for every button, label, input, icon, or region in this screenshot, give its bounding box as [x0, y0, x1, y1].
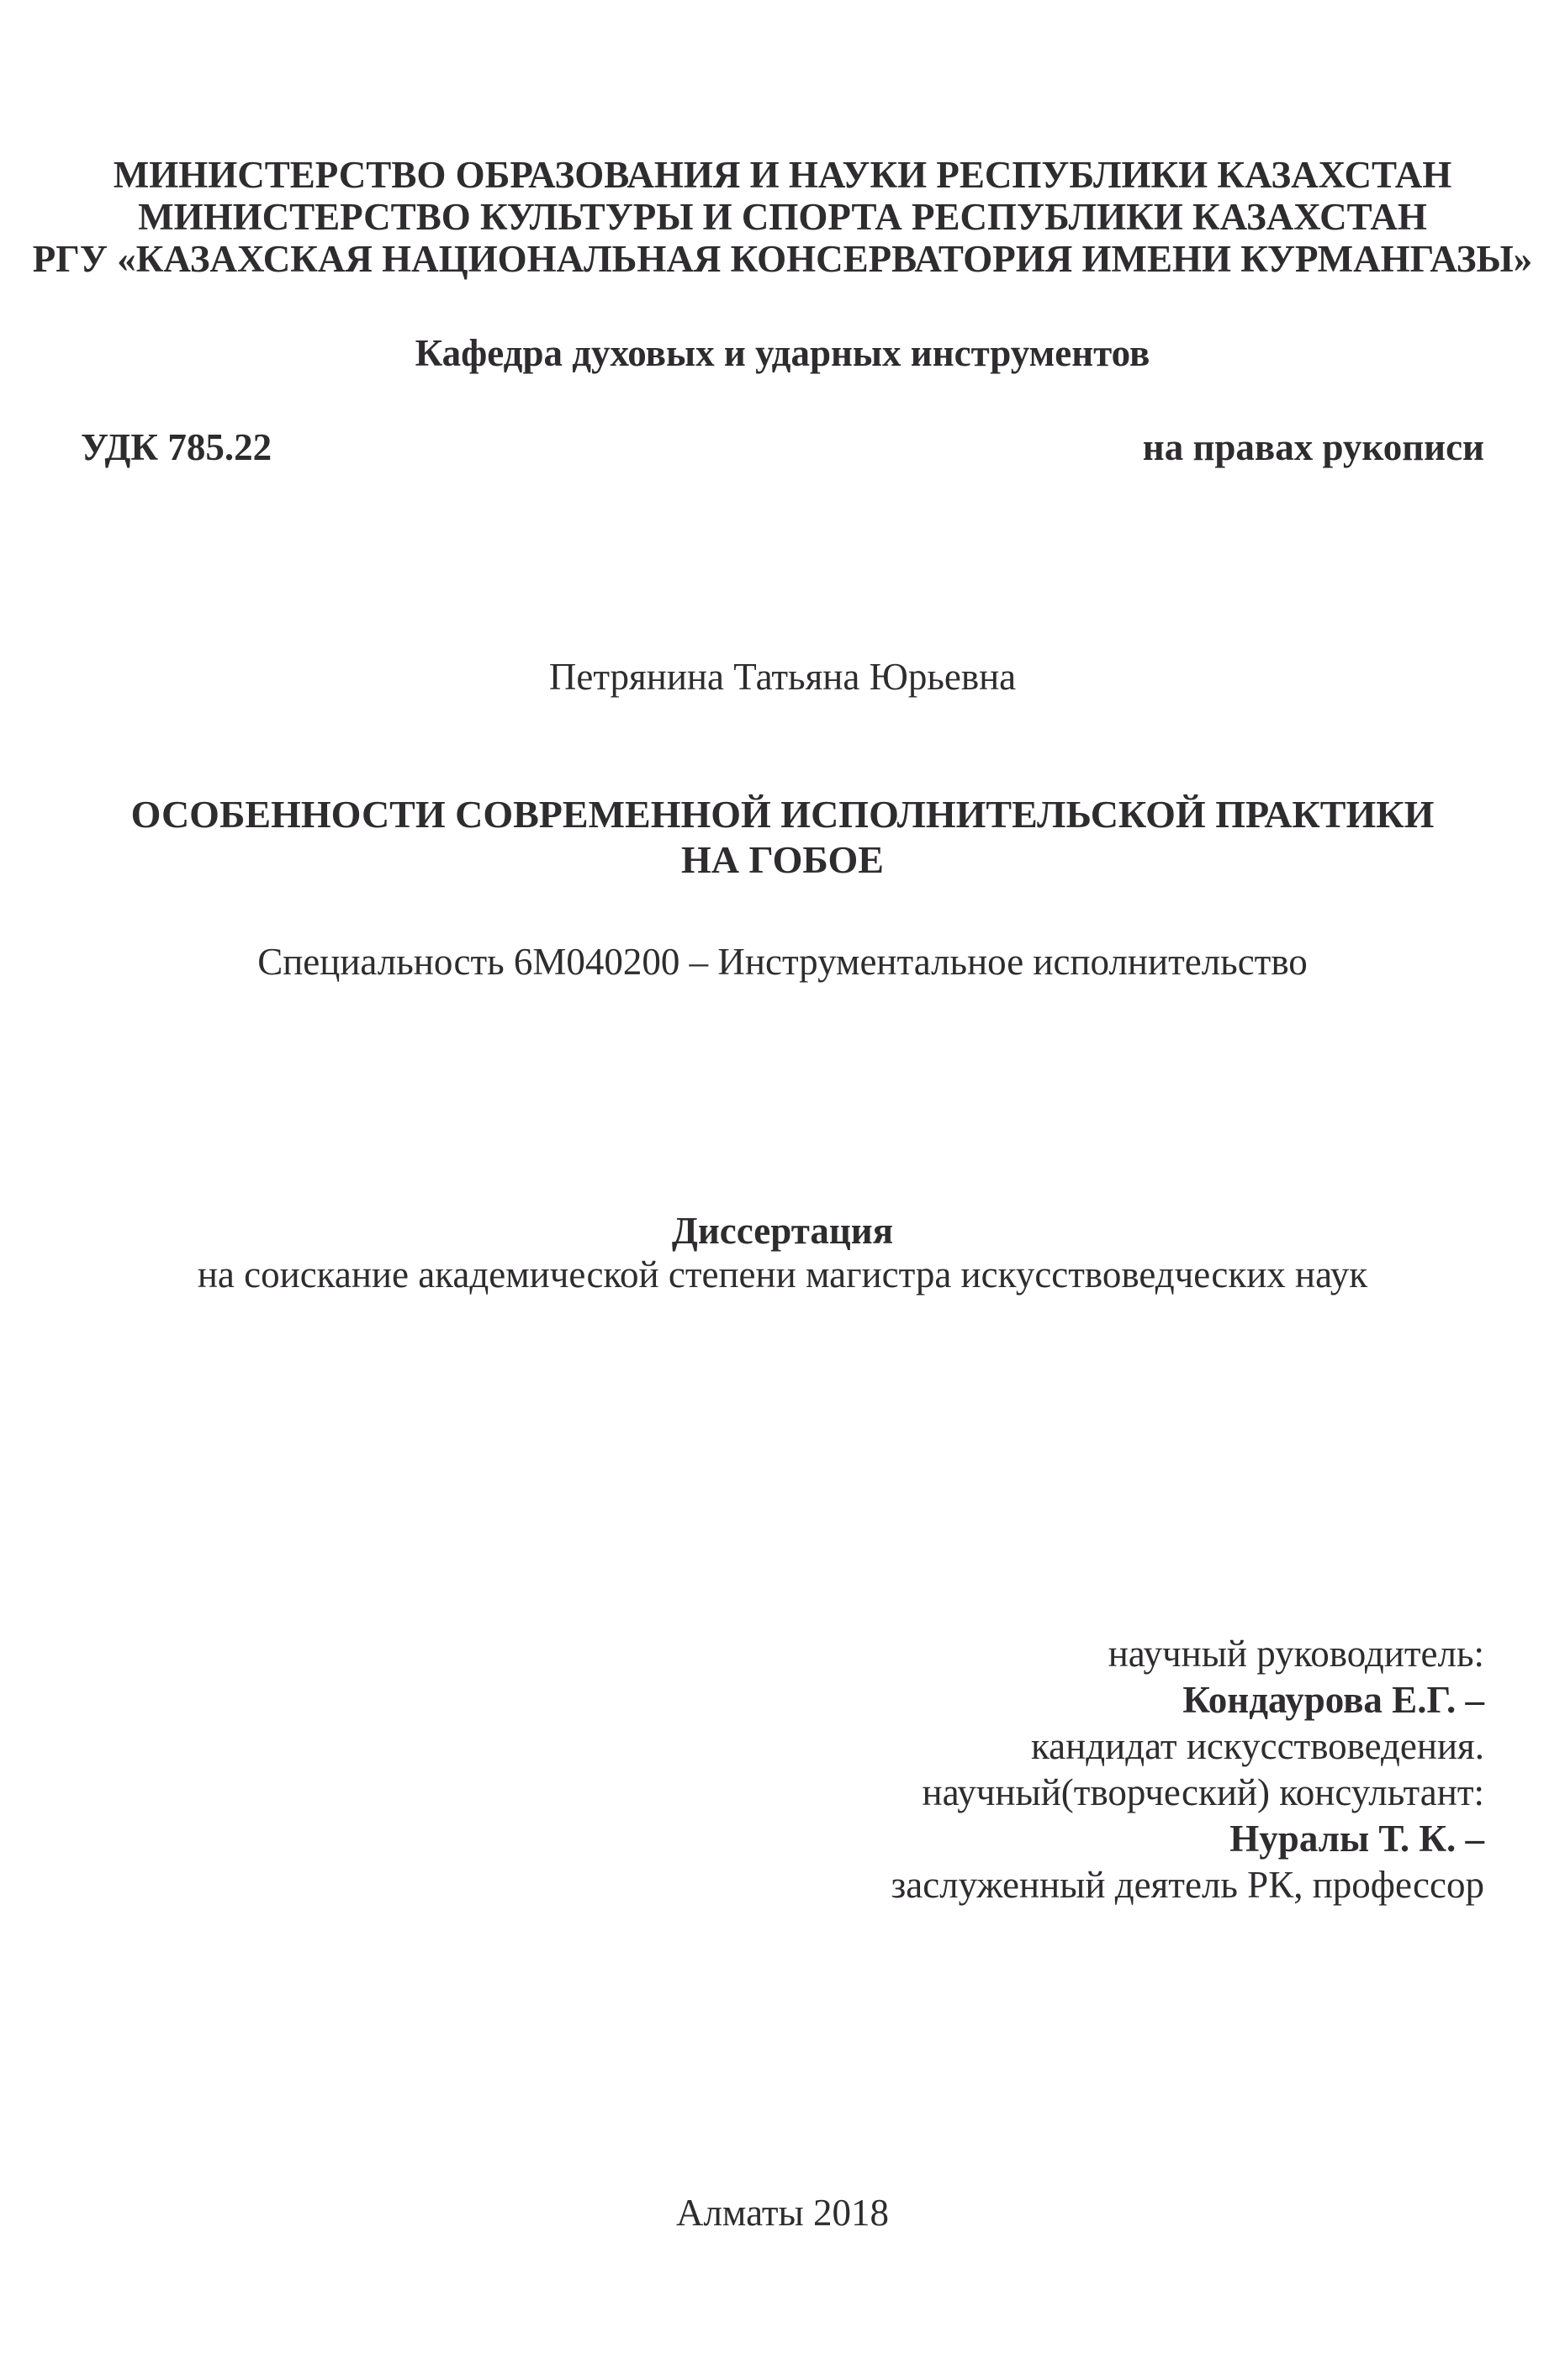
institution-heading: РГУ «КАЗАХСКАЯ НАЦИОНАЛЬНАЯ КОНСЕРВАТОРИЯ ИМЕНИ КУРМАНГАЗЫ» [32, 238, 1533, 280]
advisor-label: научный руководитель: [1108, 1633, 1484, 1675]
department-heading: Кафедра духовых и ударных инструментов [415, 332, 1150, 374]
author-name: Петрянина Татьяна Юрьевна [548, 656, 1017, 698]
advisor-name: Кондаурова Е.Г. – [1182, 1679, 1484, 1721]
city-year: Алматы 2018 [675, 2192, 890, 2234]
supervisors-block [891, 1631, 1484, 1908]
ministry-education-heading: МИНИСТЕРСТВО ОБРАЗОВАНИЯ И НАУКИ РЕСПУБЛИКИ КАЗАХСТАН [113, 154, 1452, 196]
work-type-label: Диссертация [671, 1210, 894, 1252]
consultant-label: научный(творческий) консультант: [922, 1771, 1484, 1813]
thesis-title-line-2: НА ГОБОЕ [681, 838, 884, 881]
consultant-name: Нуралы Т. К. – [1229, 1818, 1484, 1860]
udk-code: УДК 785.22 [81, 426, 272, 468]
ministry-culture-heading: МИНИСТЕРСТВО КУЛЬТУРЫ И СПОРТА РЕСПУБЛИКИ КАЗАХСТАН [138, 196, 1427, 238]
consultant-title: заслуженный деятель РК, профессор [891, 1864, 1484, 1906]
advisor-title: кандидат искусствоведения. [1030, 1725, 1484, 1767]
specialty: Специальность 6М040200 – Инструментальное исполнительство [257, 941, 1308, 983]
degree-description: на соискание академической степени магистра искусствоведческих наук [197, 1253, 1368, 1296]
thesis-title-line-1: ОСОБЕННОСТИ СОВРЕМЕННОЙ ИСПОЛНИТЕЛЬСКОЙ ПРАКТИКИ [130, 793, 1435, 836]
manuscript-note: на правах рукописи [1142, 426, 1484, 468]
